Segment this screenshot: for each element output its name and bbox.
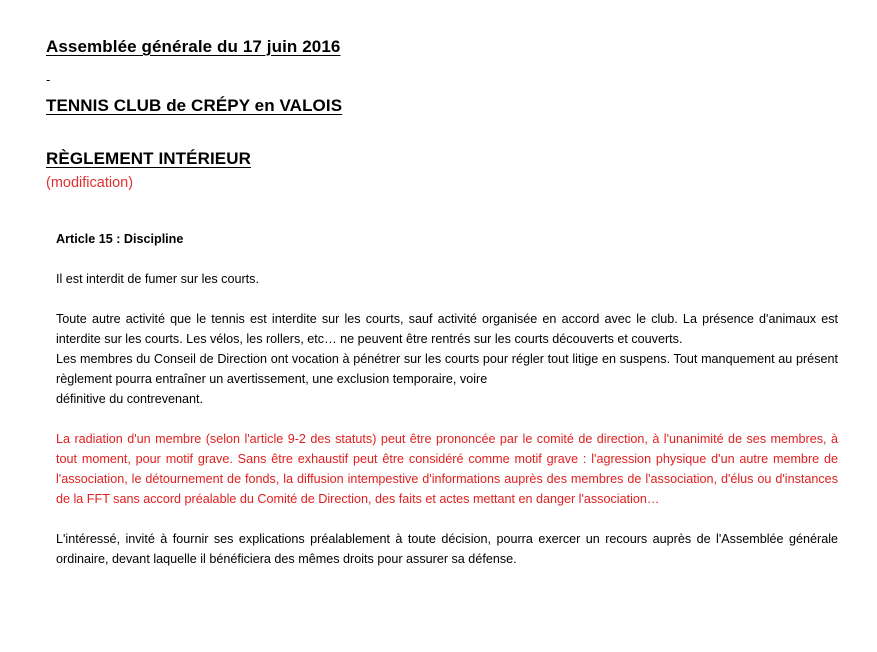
paragraph-appeal: L'intéressé, invité à fournir ses explications préalablement à toute décision, pourra exercer un recours auprès de l'Assemblée générale ordinaire, devant laquelle il bénéficiera des mêmes droits pour assurer sa défense. [56, 532, 838, 566]
paragraph-activities: Toute autre activité que le tennis est interdite sur les courts, sauf activité organisée en accord avec le club. La présence d'animaux est interdite sur les courts. Les vélos, les rollers, etc… ne peuvent être rentrés sur les courts découverts et couverts. [56, 312, 838, 346]
paragraph-council-main: Les membres du Conseil de Direction ont vocation à pénétrer sur les courts pour régler tout litige en suspens. Tout manquement au présent règlement pourra entraîner un avertissement, une exclusion temporaire, voire [56, 352, 838, 386]
rules-title-heading: RÈGLEMENT INTÉRIEUR [46, 149, 251, 168]
meeting-date-heading: Assemblée générale du 17 juin 2016 [46, 37, 341, 56]
separator-dash: - [46, 72, 51, 87]
modification-note: (modification) [46, 175, 134, 191]
paragraph-radiation: La radiation d'un membre (selon l'article 9-2 des statuts) peut être prononcée par le comité de direction, à l'unanimité de ses membres, à tout moment, pour motif grave. Sans être exhaustif peut être considéré comme motif grave : l'agression physique d'un autre membre de l'association, le détournement de fonds, la diffusion intempestive d'informations auprès des membres de l'association, d'élus ou d'instances de la FFT sans accord préalable du Comité de Direction, des faits et actes mettant en danger l'association… [56, 432, 838, 506]
paragraph-council [56, 349, 838, 409]
paragraph-smoking: Il est interdit de fumer sur les courts. [56, 272, 259, 286]
article-content [56, 229, 838, 589]
club-name-heading: TENNIS CLUB de CRÉPY en VALOIS [46, 96, 343, 115]
article-title: Article 15 : Discipline [56, 232, 184, 246]
paragraph-council-end: définitive du contrevenant. [56, 392, 204, 406]
